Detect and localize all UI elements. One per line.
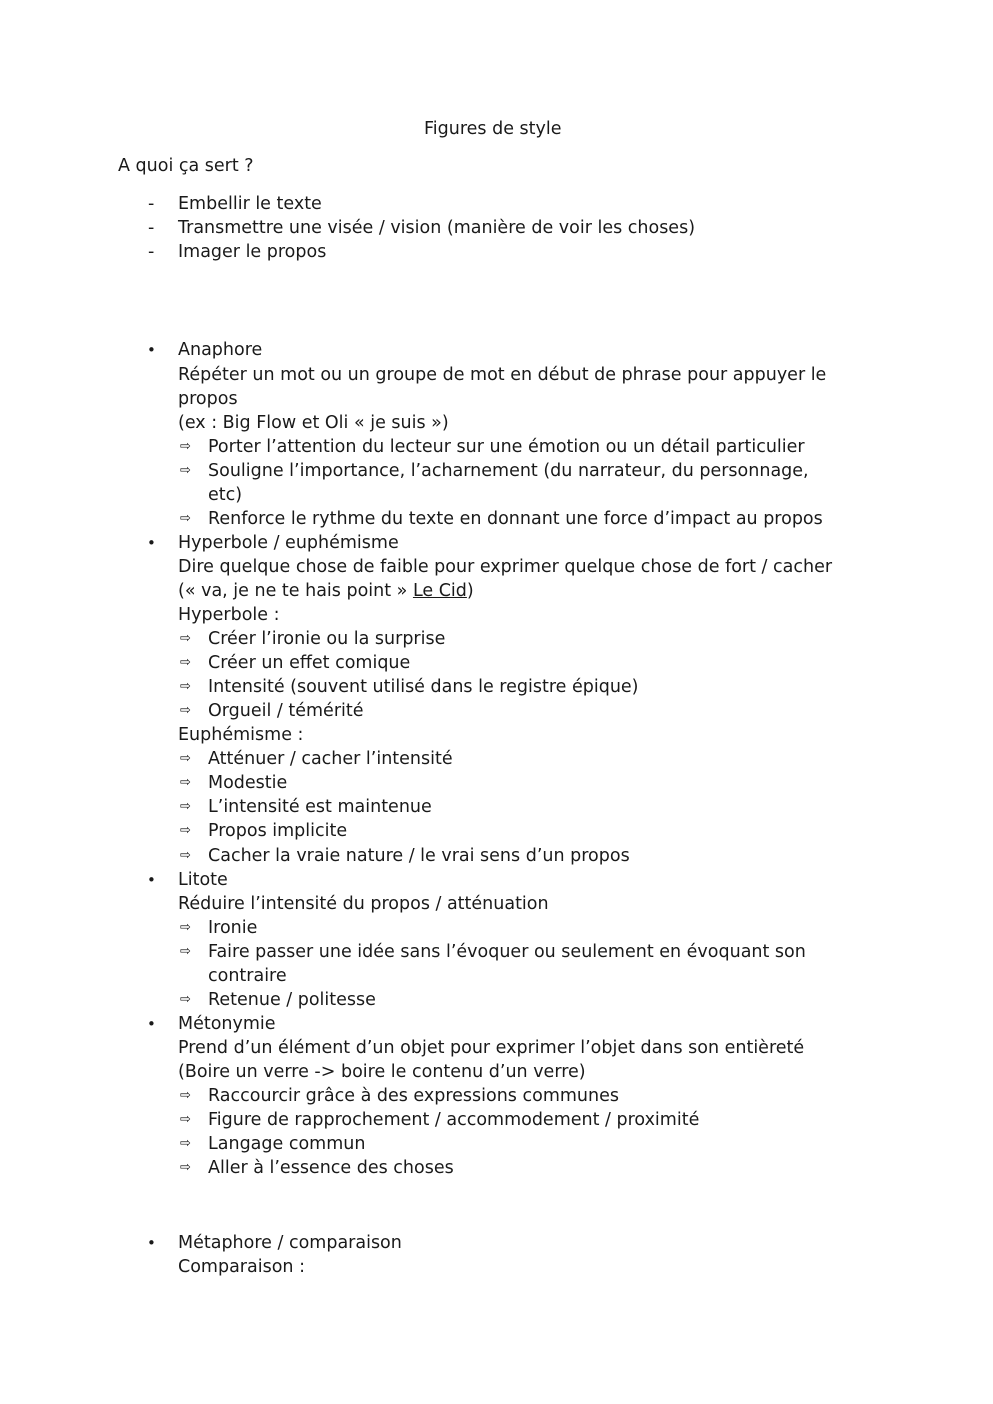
page-title: Figures de style [424, 119, 562, 139]
bullet-icon: • [147, 1234, 156, 1252]
dash-marker: - [148, 242, 155, 262]
bullet-icon: • [147, 534, 156, 552]
metonymie-effect: Raccourcir grâce à des expressions communes [208, 1086, 619, 1106]
comparaison-label: Comparaison : [178, 1257, 305, 1277]
euphemisme-effect: Atténuer / cacher l’intensité [208, 749, 453, 769]
arrow-icon: ⇨ [180, 992, 191, 1007]
litote-definition: Réduire l’intensité du propos / atténuation [178, 894, 549, 914]
litote-heading: Litote [178, 870, 228, 890]
hyperbole-heading: Hyperbole / euphémisme [178, 533, 399, 553]
arrow-icon: ⇨ [180, 1112, 191, 1127]
litote-effect: Retenue / politesse [208, 990, 376, 1010]
hyperbole-definition: Dire quelque chose de faible pour exprimer quelque chose de fort / cacher [178, 557, 833, 577]
work-title: Le Cid [412, 581, 467, 601]
arrow-icon: ⇨ [180, 751, 191, 766]
euphemisme-effect: Cacher la vraie nature / le vrai sens d’un propos [208, 846, 630, 866]
arrow-icon: ⇨ [180, 679, 191, 694]
metonymie-effect: Langage commun [208, 1134, 366, 1154]
anaphore-effect: Renforce le rythme du texte en donnant une force d’impact au propos [208, 509, 823, 529]
arrow-icon: ⇨ [180, 848, 191, 863]
hyperbole-effect: Créer l’ironie ou la surprise [208, 629, 446, 649]
intro-item: Imager le propos [178, 242, 327, 262]
metonymie-definition: Prend d’un élément d’un objet pour exprimer l’objet dans son entièreté [178, 1038, 805, 1058]
arrow-icon: ⇨ [180, 1136, 191, 1151]
dash-marker: - [148, 194, 155, 214]
euphemisme-effect: Propos implicite [208, 821, 348, 841]
litote-effect-continued: contraire [208, 966, 287, 986]
hyperbole-example [178, 579, 474, 603]
intro-question: A quoi ça sert ? [118, 156, 254, 176]
arrow-icon: ⇨ [180, 511, 191, 526]
arrow-icon: ⇨ [180, 655, 191, 670]
example-text: ) [466, 581, 474, 601]
metonymie-heading: Métonymie [178, 1014, 276, 1034]
dash-marker: - [148, 218, 155, 238]
bullet-icon: • [147, 1015, 156, 1033]
example-text: (« va, je ne te hais point » [178, 581, 413, 601]
litote-effect: Ironie [208, 918, 258, 938]
hyperbole-effect: Orgueil / témérité [208, 701, 364, 721]
euphemisme-effect: L’intensité est maintenue [208, 797, 432, 817]
euphemisme-label: Euphémisme : [178, 725, 304, 745]
anaphore-example: (ex : Big Flow et Oli « je suis ») [178, 413, 449, 433]
arrow-icon: ⇨ [180, 920, 191, 935]
metonymie-effect: Aller à l’essence des choses [208, 1158, 454, 1178]
anaphore-definition: Répéter un mot ou un groupe de mot en début de phrase pour appuyer le [178, 365, 827, 385]
anaphore-heading: Anaphore [178, 340, 263, 360]
hyperbole-label: Hyperbole : [178, 605, 280, 625]
arrow-icon: ⇨ [180, 631, 191, 646]
metonymie-example: (Boire un verre -> boire le contenu d’un verre) [178, 1062, 586, 1082]
arrow-icon: ⇨ [180, 703, 191, 718]
euphemisme-effect: Modestie [208, 773, 288, 793]
litote-effect: Faire passer une idée sans l’évoquer ou seulement en évoquant son [208, 942, 806, 962]
arrow-icon: ⇨ [180, 799, 191, 814]
anaphore-effect: Porter l’attention du lecteur sur une émotion ou un détail particulier [208, 437, 805, 457]
arrow-icon: ⇨ [180, 1160, 191, 1175]
arrow-icon: ⇨ [180, 944, 191, 959]
bullet-icon: • [147, 341, 156, 359]
intro-item: Transmettre une visée / vision (manière de voir les choses) [178, 218, 696, 238]
arrow-icon: ⇨ [180, 439, 191, 454]
anaphore-effect-continued: etc) [208, 485, 243, 505]
hyperbole-effect: Créer un effet comique [208, 653, 411, 673]
metaphore-heading: Métaphore / comparaison [178, 1233, 402, 1253]
metonymie-effect: Figure de rapprochement / accommodement / proximité [208, 1110, 700, 1130]
arrow-icon: ⇨ [180, 775, 191, 790]
intro-item: Embellir le texte [178, 194, 322, 214]
anaphore-definition: propos [178, 389, 238, 409]
bullet-icon: • [147, 871, 156, 889]
arrow-icon: ⇨ [180, 823, 191, 838]
hyperbole-effect: Intensité (souvent utilisé dans le registre épique) [208, 677, 639, 697]
anaphore-effect: Souligne l’importance, l’acharnement (du narrateur, du personnage, [208, 461, 809, 481]
arrow-icon: ⇨ [180, 463, 191, 478]
arrow-icon: ⇨ [180, 1088, 191, 1103]
